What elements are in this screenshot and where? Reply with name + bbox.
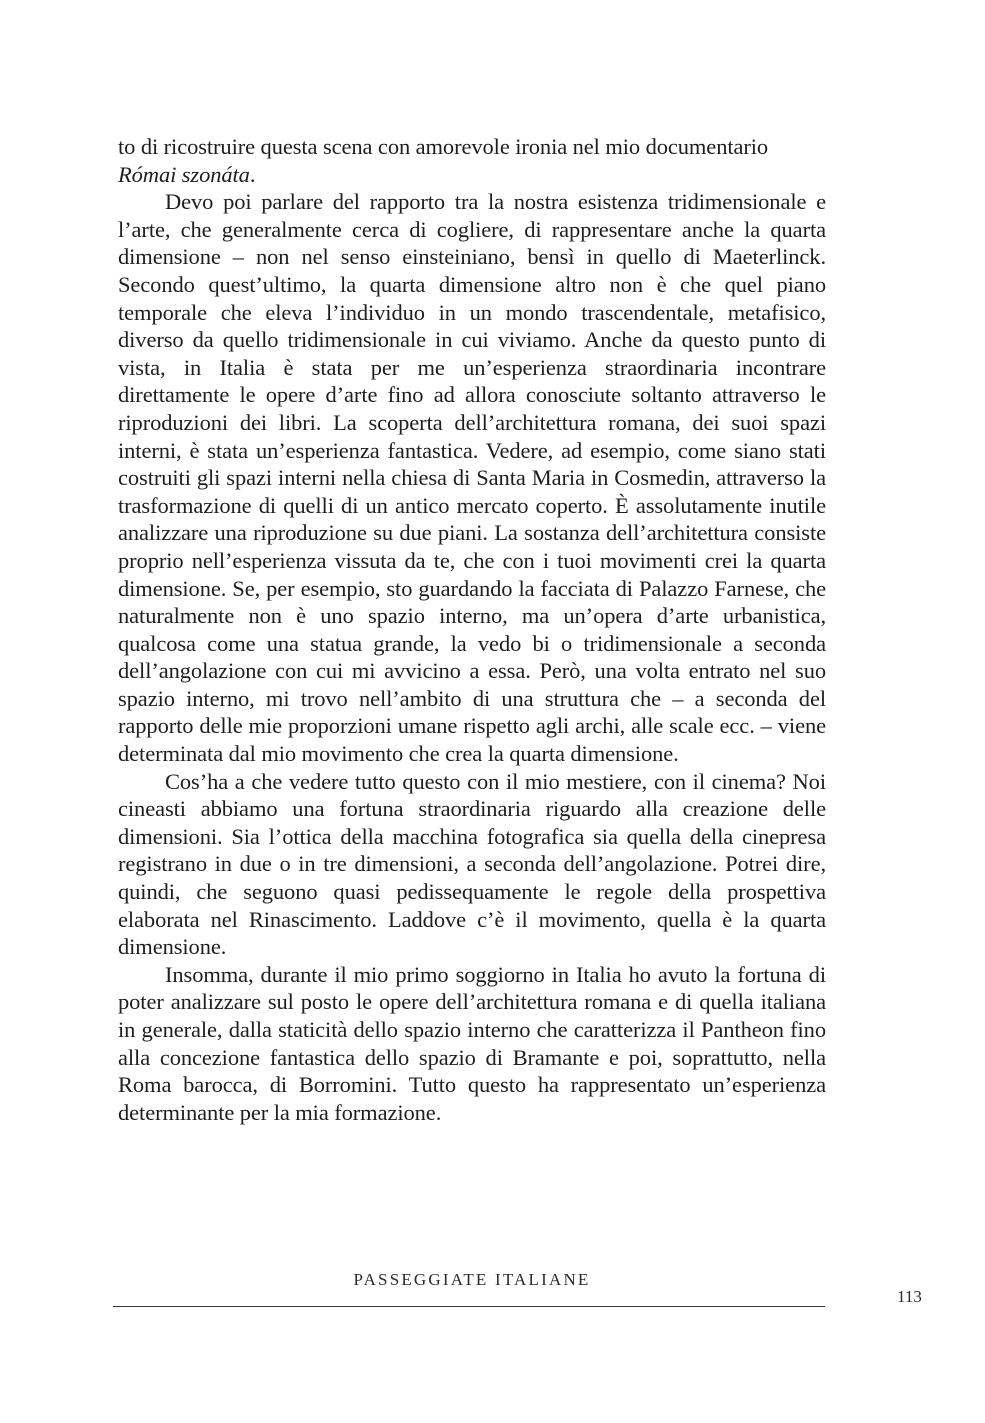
- paragraph: Insomma, durante il mio primo soggiorno in Italia ho avuto la fortuna di poter analizzare sul posto le opere dell’architettura romana e di quella italiana in generale, dalla staticità dello spazio interno che caratterizza il Pantheon fino alla concezione fantastica dello spazio di Bramante e poi, soprattutto, nella Roma barocca, di Borromini. Tutto questo ha rappresentato un’esperienza determinante per la mia formazione.: [118, 961, 826, 1125]
- paragraph-continuation: [118, 133, 826, 188]
- paragraph: Cos’ha a che vedere tutto questo con il mio mestiere, con il cinema? Noi cineasti abbiamo una fortuna straordinaria riguardo alla creazione delle dimensioni. Sia l’ottica della macchina fotografica sia quella della cinepresa registrano in due o in tre dimensioni, a seconda dell’angolazione. Potrei dire, quindi, che seguono quasi pedissequamente le regole della prospettiva elaborata nel Rinascimento. Laddove c’è il movimento, quella è la quarta dimensione.: [118, 768, 826, 960]
- paragraph: Devo poi parlare del rapporto tra la nostra esistenza tridimensionale e l’arte, che generalmente cerca di cogliere, di rappresentare anche la quarta dimensione – non nel senso einsteiniano, bensì in quello di Maeterlinck. Secondo quest’ultimo, la quarta dimensione altro non è che quel piano temporale che eleva l’individuo in un mondo trascendentale, metafisico, diverso da quello tridimensionale in cui viviamo. Anche da questo punto di vista, in Italia è stata per me un’esperienza straordinaria incontrare direttamente le opere d’arte fino ad allora conosciute soltanto attraverso le riproduzioni dei libri. La scoperta dell’architettura romana, dei suoi spazi interni, è stata un’esperienza fantastica. Vedere, ad esempio, come siano stati costruiti gli spazi interni nella chiesa di Santa Maria in Cosmedin, attraverso la trasformazione di quelli di un antico mercato coperto. È assolutamente inutile analizzare una riproduzione su due piani. La sostanza dell’architettura consiste proprio nell’esperienza vissuta da te, che con i tuoi movimenti crei la quarta dimensione. Se, per esempio, sto guardando la facciata di Palazzo Farnese, che naturalmente non è uno spazio interno, ma un’opera d’arte urbanistica, qualcosa come una statua grande, la vedo bi o tridimensionale a seconda dell’angolazione con cui mi avvicino a essa. Però, una volta entrato nel suo spazio interno, mi trovo nell’ambito di una struttura che – a seconda del rapporto delle mie proporzioni umane rispetto agli archi, alle scale ecc. – viene determinata dal mio movimento che crea la quarta dimensione.: [118, 189, 826, 767]
- running-footer-title: PASSEGGIATE ITALIANE: [353, 1270, 591, 1289]
- page-number: 113: [897, 1287, 922, 1306]
- punctuation: .: [249, 161, 256, 187]
- paragraph-text: to di ricostruire questa scena con amorevole ironia nel mio documentario: [118, 134, 769, 159]
- body-text: [118, 133, 826, 1126]
- footer-rule: [113, 1306, 825, 1307]
- film-title: Római szonáta: [118, 161, 250, 187]
